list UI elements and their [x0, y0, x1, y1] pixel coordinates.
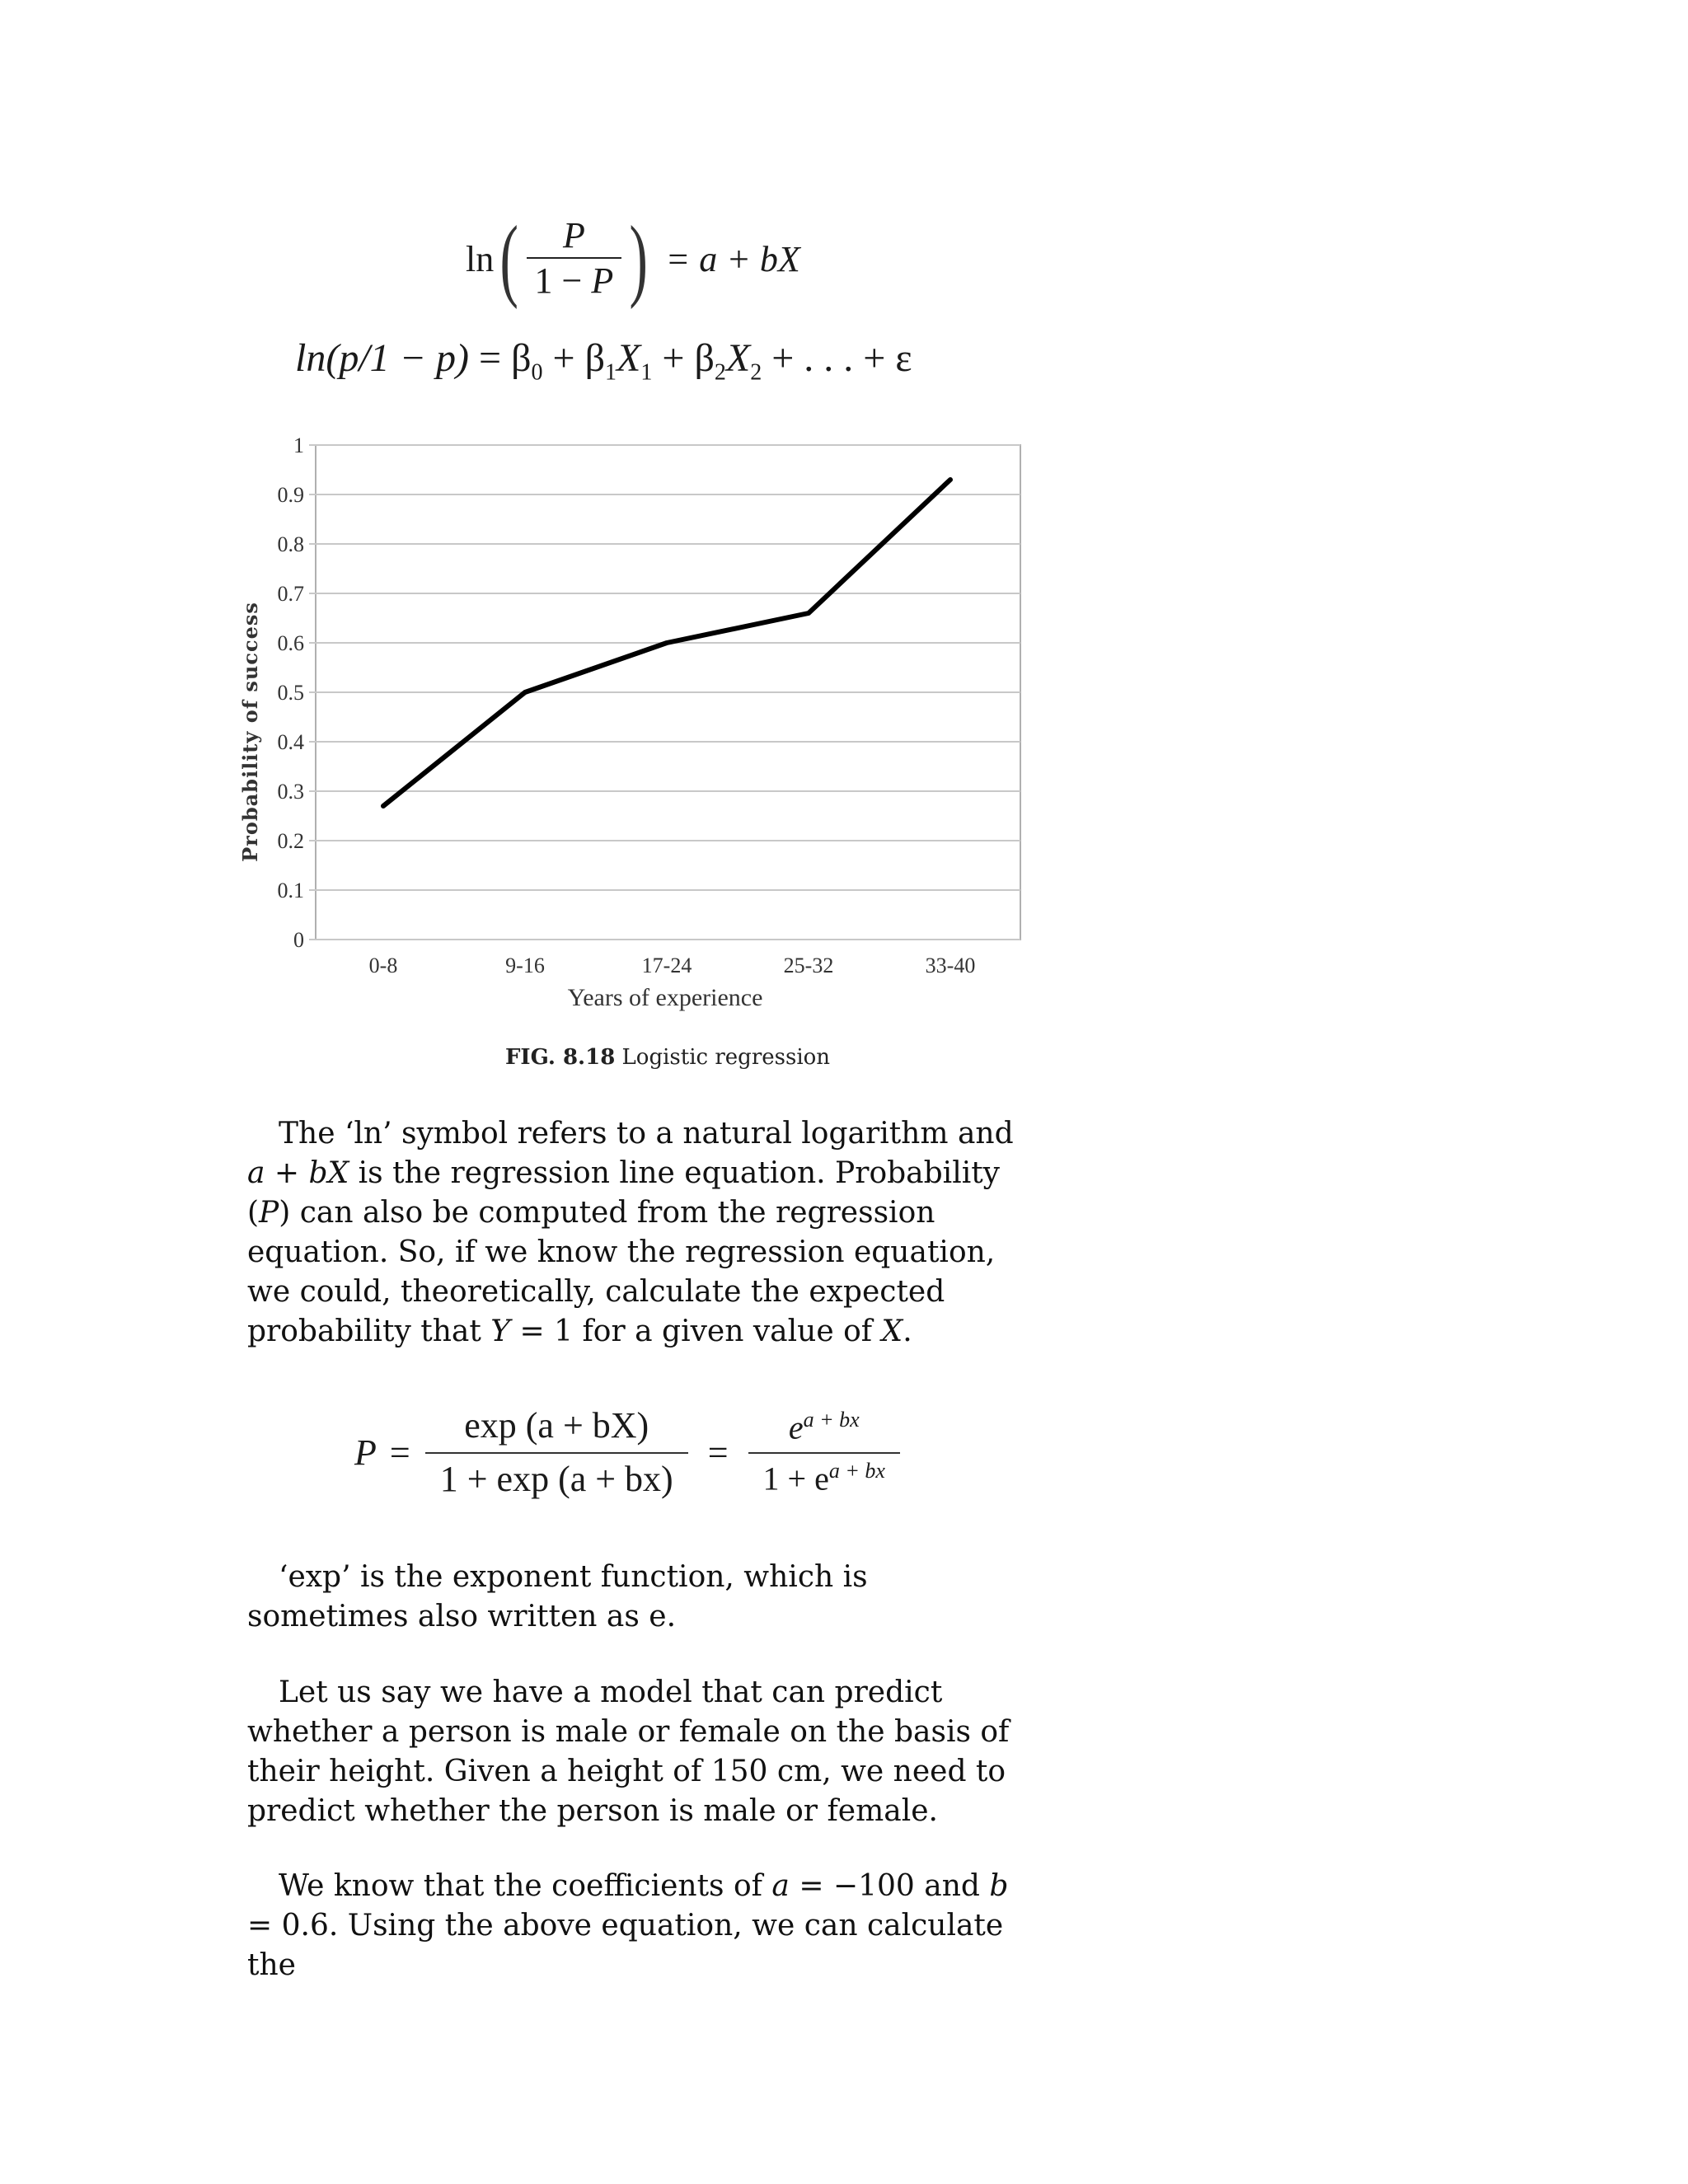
- x-tick-label: 25-32: [783, 954, 834, 977]
- y-tick-label: 0.7: [277, 582, 304, 606]
- e-denominator: $1 + e^{a + bx}$: [748, 1452, 900, 1497]
- ln-symbol: ln: [466, 238, 495, 279]
- eq3-p: P: [354, 1432, 377, 1474]
- exp-fraction: [425, 1405, 688, 1500]
- y-tick-label: 0.9: [277, 483, 304, 507]
- var-bx: bX: [308, 1156, 349, 1190]
- exp-numerator: exp (a + bX): [464, 1405, 649, 1446]
- text-run: +: [265, 1156, 309, 1190]
- var-a: a: [771, 1869, 790, 1903]
- probability-equation: [354, 1405, 902, 1500]
- text-run: is the regression line equation. Probability (: [247, 1156, 1001, 1230]
- eq3-equals-2: =: [707, 1432, 729, 1474]
- data-point: [525, 692, 526, 693]
- var-p: P: [259, 1196, 279, 1230]
- plus: +: [552, 336, 575, 380]
- y-tick-label: 0.6: [277, 631, 304, 655]
- beta2-sub: 2: [714, 359, 726, 386]
- e-power-fraction: [748, 1408, 900, 1497]
- multivariate-logit-equation: [295, 335, 912, 387]
- exp-denominator: 1 + exp (a + bx): [425, 1452, 688, 1501]
- y-tick-label: 0.1: [277, 879, 304, 902]
- y-tick-label: 0.2: [277, 829, 304, 853]
- fraction-denominator: 1 − P: [527, 257, 622, 302]
- beta2: β: [694, 336, 715, 380]
- y-axis-label: Probability of success: [238, 602, 262, 862]
- paragraph-ln-explanation: [247, 1114, 1030, 1352]
- paragraph-exp-explanation: ‘exp’ is the exponent function, which is sometimes also written as e.: [247, 1560, 868, 1633]
- logit-equation: [466, 208, 800, 310]
- x1: X: [617, 336, 641, 380]
- equation-rhs: = a + bX: [665, 238, 800, 279]
- beta0-sub: 0: [531, 359, 543, 386]
- text-run: = −100 and: [789, 1869, 990, 1903]
- figure-caption: [0, 1045, 1335, 1070]
- x-tick-label: 17-24: [641, 954, 692, 977]
- right-paren: ): [629, 208, 649, 310]
- var-b: b: [989, 1869, 1009, 1903]
- figure-caption-text: Logistic regression: [615, 1045, 831, 1070]
- y-tick-label: 1: [293, 434, 304, 457]
- text-run: = 0.6. Using the above equation, we can calculate the: [247, 1909, 1004, 1982]
- logistic-regression-chart: [231, 429, 1055, 1022]
- figure-label: FIG. 8.18: [504, 1045, 616, 1070]
- plus: +: [662, 336, 685, 380]
- eq3-equals: =: [389, 1432, 410, 1474]
- x2-sub: 2: [750, 359, 762, 386]
- grid-layer: [309, 445, 1020, 940]
- beta1: β: [584, 336, 606, 380]
- y-tick-label: 0.3: [277, 780, 304, 804]
- y-tick-label: 0.4: [277, 730, 304, 754]
- var-x: X: [881, 1315, 903, 1348]
- eq2-lhs: ln(p/1 − p): [295, 336, 470, 380]
- odds-fraction: [527, 215, 622, 302]
- fraction-numerator: P: [562, 215, 585, 256]
- var-y: Y: [490, 1315, 511, 1348]
- text-run: ) can also be computed from the regression equation. So, if we know the regression equation, we could, theoretically, calculate the expected probability that: [247, 1196, 996, 1348]
- x-tick-label: 0-8: [368, 954, 398, 977]
- paragraph-height-model: Let us say we have a model that can predict whether a person is male or female on the basis of their height. Given a height of 150 cm, we need to predict whether the person is male or female.: [247, 1675, 1010, 1828]
- y-tick-label: 0.5: [277, 681, 304, 705]
- x-axis-label: Years of experience: [567, 984, 763, 1011]
- left-paren: (: [499, 208, 519, 310]
- data-point: [383, 806, 384, 807]
- e-numerator: $e^{a + bx}$: [788, 1408, 860, 1446]
- eq2-tail: + . . . + ε: [771, 336, 912, 380]
- text-run: We know that the coefficients of: [279, 1869, 772, 1903]
- y-tick-label: 0.8: [277, 532, 304, 556]
- x-tick-labels: [369, 954, 976, 977]
- eq2-equals: =: [479, 336, 502, 380]
- x-tick-label: 33-40: [925, 954, 976, 977]
- y-tick-label: 0: [293, 928, 304, 952]
- x-tick-label: 9-16: [505, 954, 545, 977]
- text-run: .: [903, 1315, 912, 1348]
- paragraph-coefficients: [247, 1867, 1030, 1985]
- x1-sub: 1: [640, 359, 653, 386]
- beta0: β: [511, 336, 532, 380]
- text-run: = 1 for a given value of: [510, 1315, 882, 1348]
- var-a: a: [247, 1156, 265, 1190]
- x2: X: [725, 336, 751, 380]
- data-point: [667, 643, 668, 644]
- beta1-sub: 1: [605, 359, 617, 386]
- text-run: The ‘ln’ symbol refers to a natural logarithm and: [279, 1117, 1014, 1151]
- y-tick-labels: [278, 434, 305, 952]
